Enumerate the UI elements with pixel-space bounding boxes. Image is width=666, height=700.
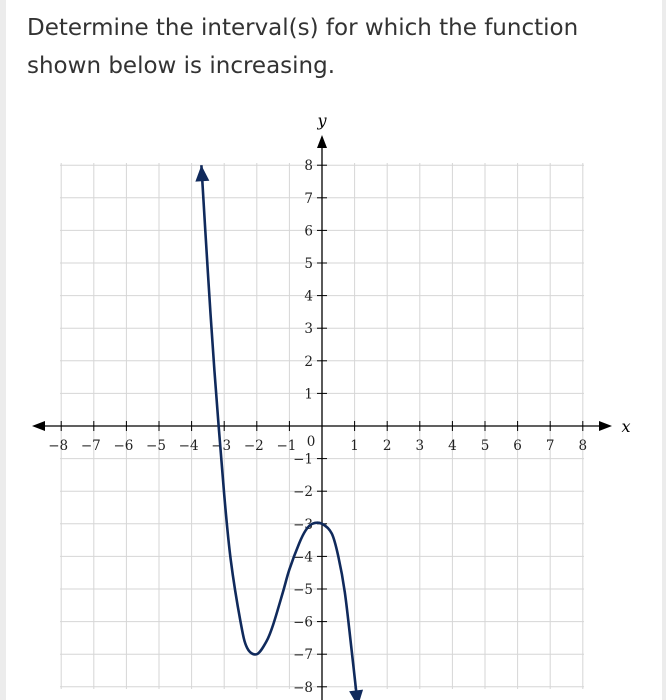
x-tick-label: 1 bbox=[350, 438, 359, 454]
y-axis-label: y bbox=[317, 111, 327, 130]
x-tick-label: −2 bbox=[243, 438, 264, 454]
x-tick-label: 5 bbox=[480, 438, 490, 454]
x-axis-left-arrow bbox=[32, 421, 45, 431]
x-tick-label: 6 bbox=[513, 438, 522, 454]
x-tick-label: 4 bbox=[448, 438, 457, 454]
function-curve-group bbox=[195, 165, 363, 700]
x-tick-label: −1 bbox=[276, 438, 297, 454]
y-tick-label: 6 bbox=[304, 223, 313, 240]
x-tick-label: 8 bbox=[578, 438, 588, 454]
y-tick-label: −5 bbox=[293, 582, 313, 598]
y-tick-label: −8 bbox=[293, 679, 313, 696]
origin-label: 0 bbox=[306, 434, 316, 450]
y-tick-label: 2 bbox=[304, 353, 313, 370]
y-tick-label: 8 bbox=[304, 158, 313, 175]
curve-arrow-end bbox=[349, 690, 363, 700]
y-tick-label: −6 bbox=[293, 614, 313, 631]
function-curve bbox=[201, 165, 357, 700]
y-tick-label: 7 bbox=[304, 190, 313, 207]
x-tick-label: −7 bbox=[80, 438, 101, 454]
y-tick-label: −4 bbox=[293, 549, 313, 566]
y-axis-up-arrow bbox=[317, 135, 327, 148]
y-tick-label: −1 bbox=[293, 451, 313, 468]
y-tick-label: −7 bbox=[293, 647, 313, 664]
question-line-2: shown below is increasing. bbox=[27, 53, 336, 79]
x-tick-label: −6 bbox=[113, 438, 134, 454]
curve-arrow-start bbox=[195, 165, 209, 181]
x-axis-right-arrow bbox=[599, 421, 612, 431]
x-tick-label: −4 bbox=[178, 438, 199, 454]
x-tick-label: 7 bbox=[545, 438, 555, 454]
y-tick-label: −2 bbox=[293, 484, 313, 501]
x-tick-label: −3 bbox=[211, 438, 232, 454]
x-axis-label: x bbox=[621, 417, 631, 436]
y-tick-label: 5 bbox=[304, 256, 313, 272]
axes bbox=[32, 135, 612, 700]
x-tick-label: 3 bbox=[415, 438, 425, 454]
question-line-1: Determine the interval(s) for which the function bbox=[27, 15, 579, 41]
x-tick-label: −5 bbox=[146, 438, 166, 454]
y-tick-label: 4 bbox=[304, 288, 313, 305]
y-tick-label: −3 bbox=[293, 516, 313, 533]
y-tick-label: 1 bbox=[304, 386, 313, 403]
x-tick-label: −8 bbox=[48, 438, 69, 454]
y-tick-label: 3 bbox=[304, 321, 313, 338]
x-tick-label: 2 bbox=[382, 438, 392, 454]
tick-labels bbox=[48, 111, 630, 696]
